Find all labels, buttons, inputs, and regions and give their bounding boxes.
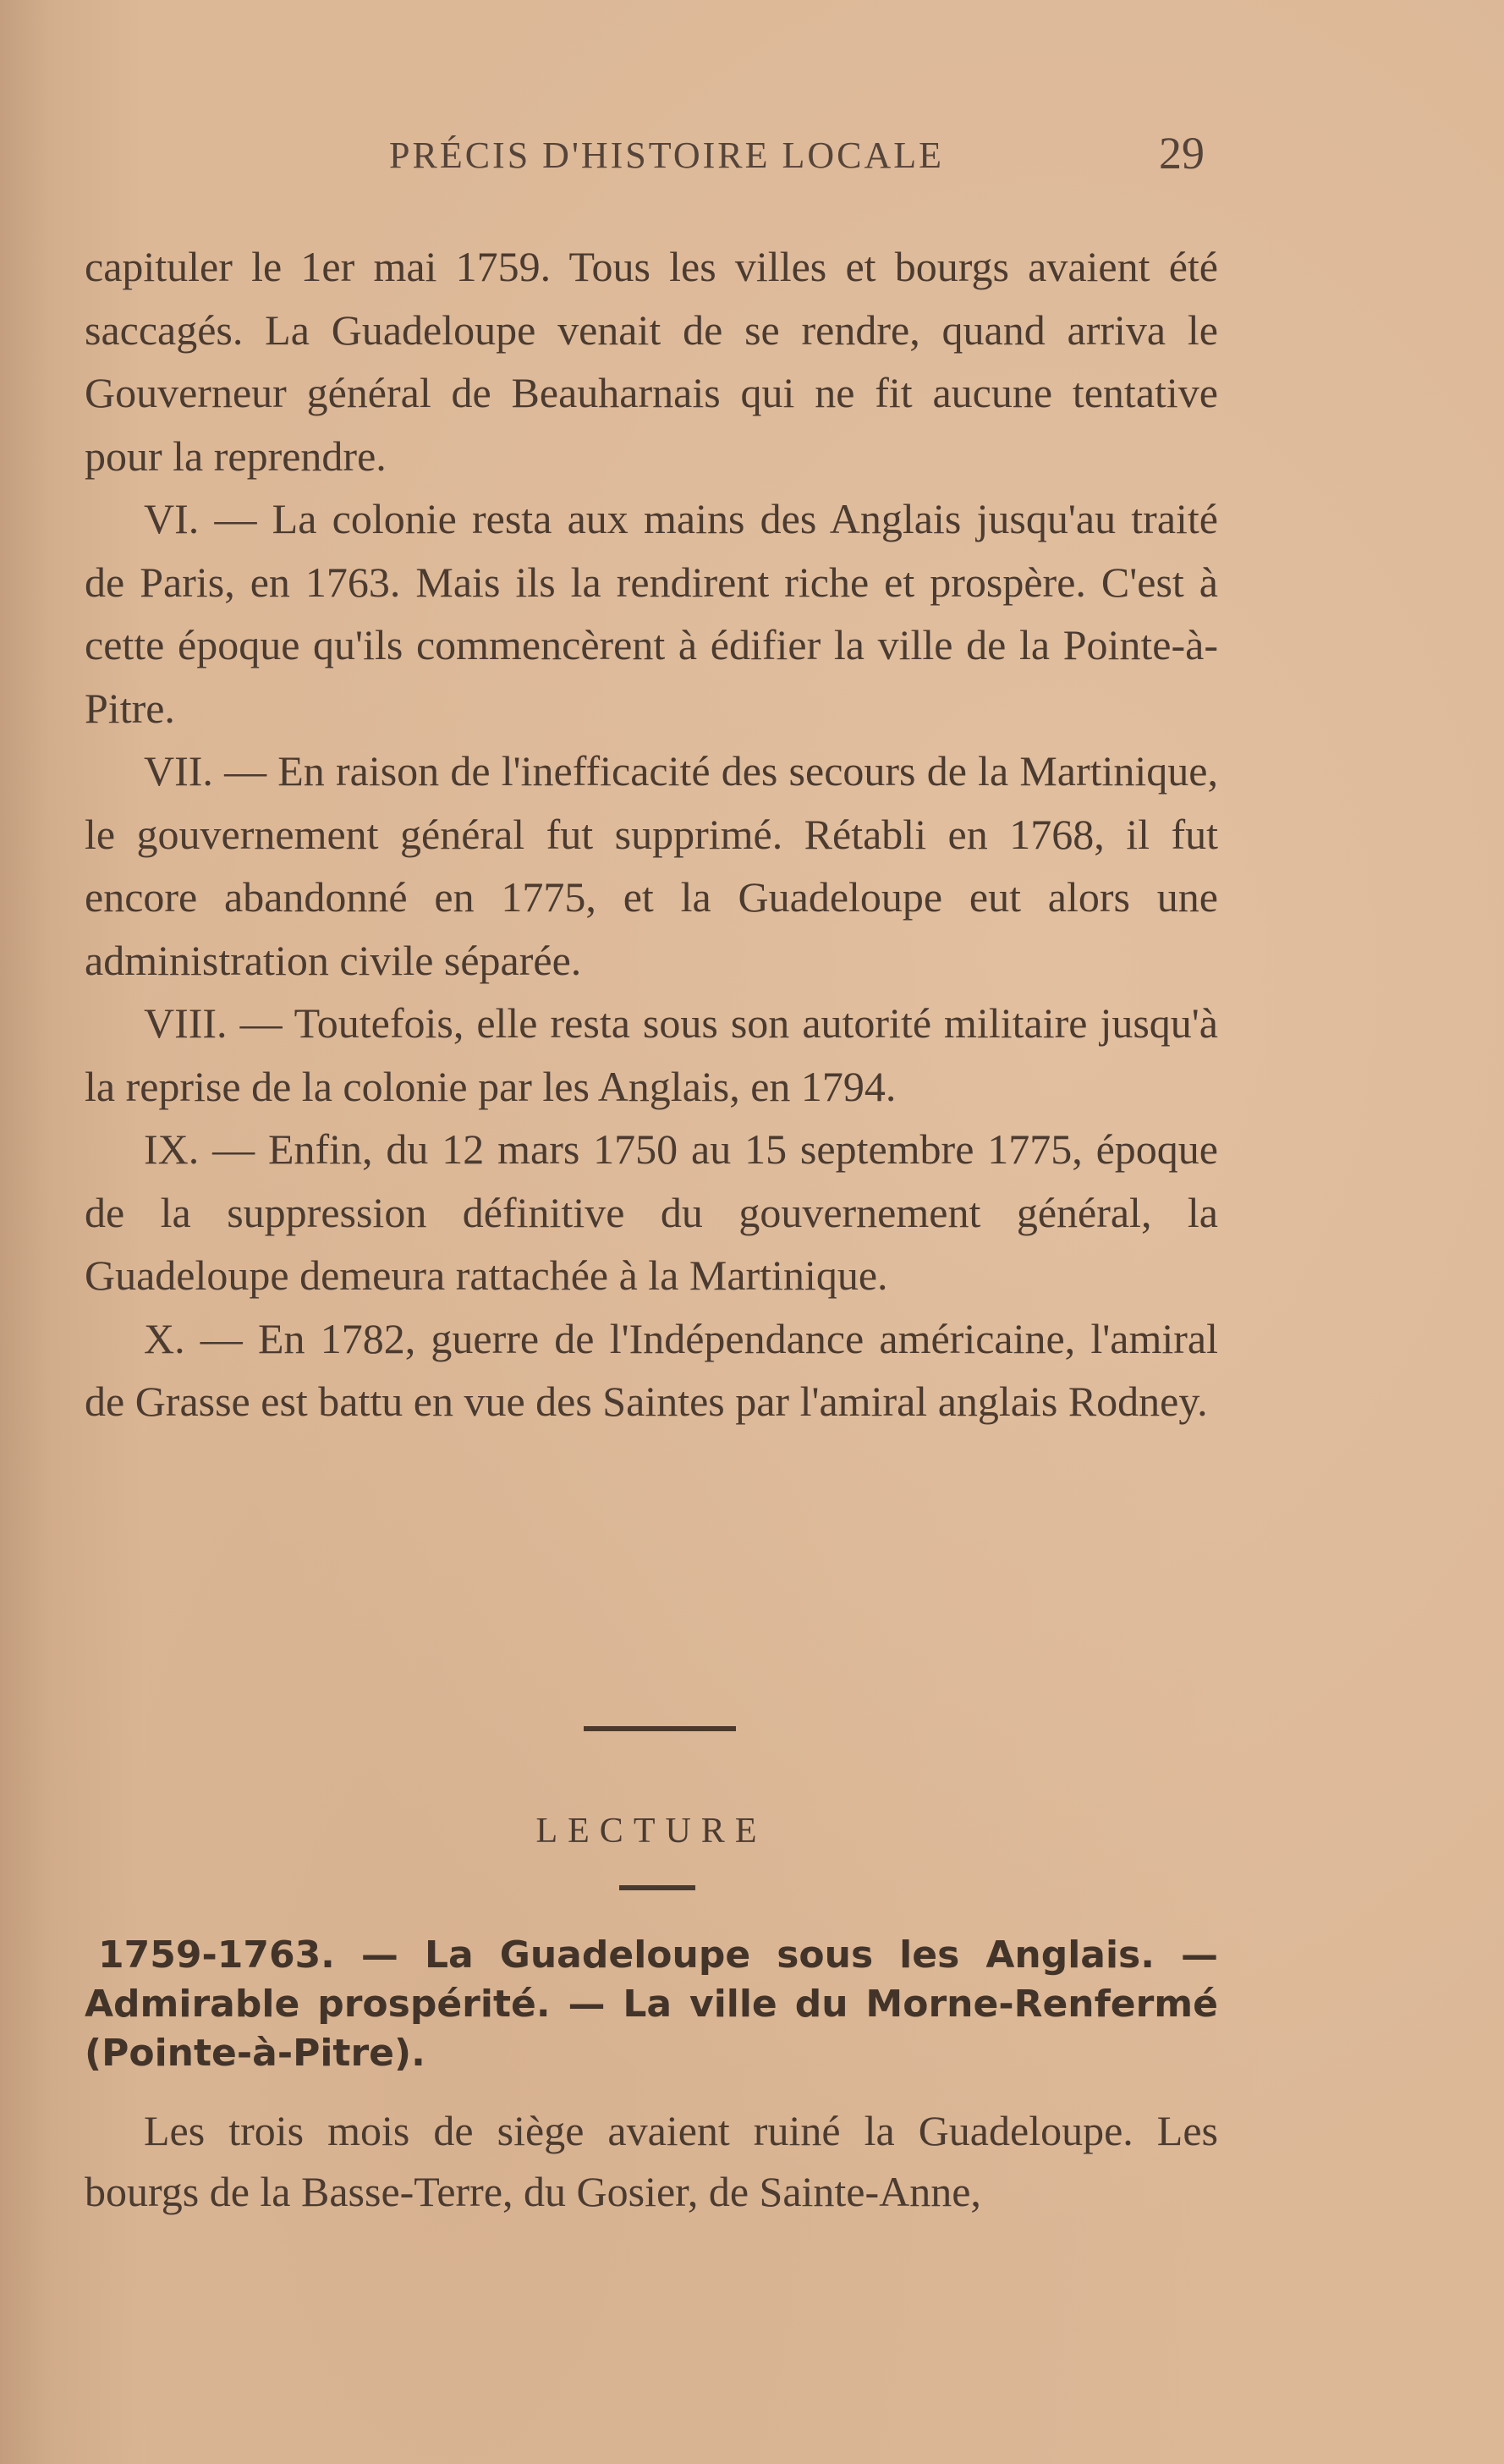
reading-heading: 1759-1763. — La Guadeloupe sous les Anglais. — Admirable prospérité. — La ville du Morne-Renfermé (Pointe-à-Pitre). [85,1933,1218,2075]
paragraph-ix: IX. — Enfin, du 12 mars 1750 au 15 septembre 1775, époque de la suppression définitive du gouvernement général, la Guadeloupe demeura rattachée à la Martinique. [85,1125,1218,1299]
paragraph-x: X. — En 1782, guerre de l'Indépendance américaine, l'amiral de Grasse est battu en vue des Saintes par l'amiral anglais Rodney. [85,1314,1218,1425]
reading-text [85,2100,1218,2222]
body-text [85,235,1218,1433]
paragraph-vi: VI. — La colonie resta aux mains des Anglais jusqu'au traité de Paris, en 1763. Mais ils la rendirent riche et prospère. C'est à cette époque qu'ils commencèrent à édifier la ville de la Pointe-à-Pitre. [85,495,1218,732]
section-title-lecture: LECTURE [535,1812,767,1851]
paragraph-continuation: capituler le 1er mai 1759. Tous les villes et bourgs avaient été saccagés. La Guadeloupe venait de se rendre, quand arriva le Gouverneur général de Beauharnais qui ne fit aucune tentative pour la reprendre. [85,243,1218,480]
paragraph-vii: VII. — En raison de l'inefficacité des secours de la Martinique, le gouvernement général fut supprimé. Rétabli en 1768, il fut encore abandonné en 1775, et la Guadeloupe eut alors une administration civile séparée. [85,747,1218,984]
page-number: 29 [1159,128,1205,179]
reading-paragraph: Les trois mois de siège avaient ruiné la Guadeloupe. Les bourgs de la Basse-Terre, du Gosier, de Sainte-Anne, [85,2107,1218,2215]
section-divider [584,1726,736,1731]
title-underline [619,1885,695,1890]
paragraph-viii: VIII. — Toutefois, elle resta sous son autorité militaire jusqu'à la reprise de la colonie par les Anglais, en 1794. [85,999,1218,1110]
running-head: PRÉCIS D'HISTOIRE LOCALE [389,135,945,176]
page-header [0,127,1504,186]
